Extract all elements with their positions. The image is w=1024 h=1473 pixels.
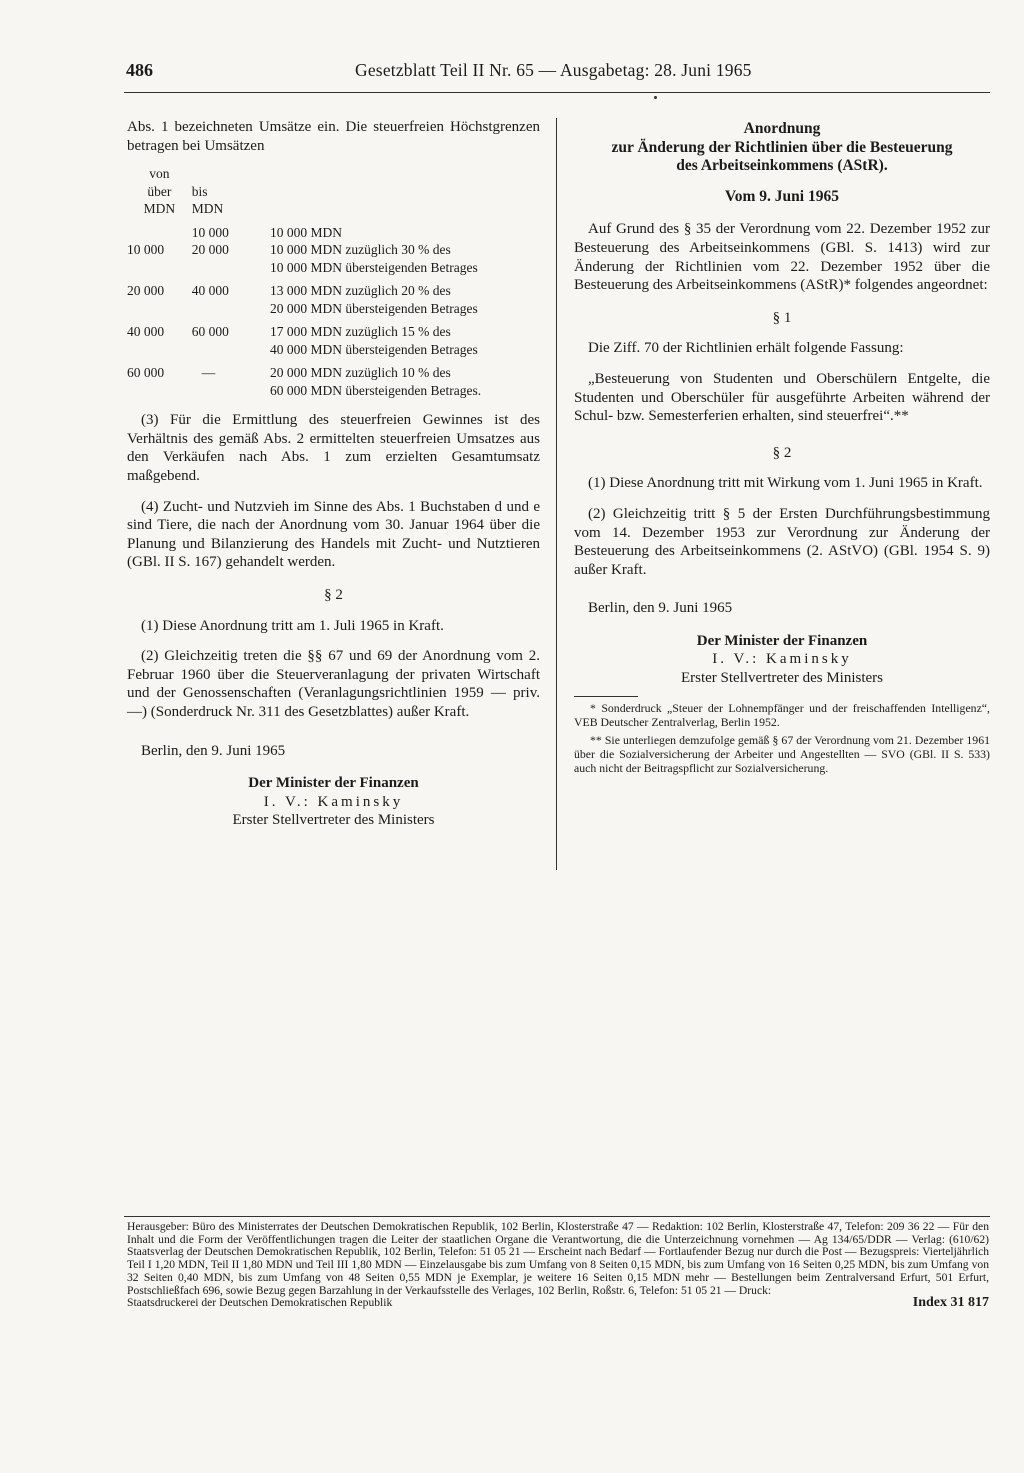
signer-title: Der Minister der Finanzen bbox=[248, 775, 419, 792]
signer-role: Erster Stellvertreter des Ministers bbox=[680, 670, 884, 687]
preamble: Auf Grund des § 35 der Verordnung vom 22. Dezember 1952 zur Besteuerung des Arbeitseinkommens (GBl. S. 1413) wird zur Änderung der Richtlinien vom 22. Dezember 1952 über die Besteuerung des Arbeitseinkommens (AStR)* folgendes angeordnet: bbox=[574, 221, 990, 294]
row-to: — bbox=[201, 365, 216, 381]
row-amount-line1: 10 000 MDN bbox=[270, 224, 343, 240]
row-amount-line1: 13 000 MDN zuzüglich 20 % des bbox=[270, 283, 451, 299]
section-2-paragraph-1: (1) Diese Anordnung tritt mit Wirkung vom 1. Juni 1965 in Kraft. bbox=[588, 475, 983, 492]
footnote-rule bbox=[574, 696, 638, 697]
imprint bbox=[127, 1221, 989, 1310]
signer-role: Erster Stellvertreter des Ministers bbox=[232, 812, 435, 829]
table-row bbox=[127, 241, 540, 276]
row-to: 60 000 bbox=[191, 324, 229, 340]
column-divider bbox=[556, 118, 557, 870]
header-to: bis MDN bbox=[191, 183, 224, 217]
header-rule bbox=[124, 92, 990, 93]
row-amount-line1: 10 000 MDN zuzüglich 30 % des bbox=[270, 242, 451, 258]
table-row bbox=[127, 224, 540, 242]
place-date: Berlin, den 9. Juni 1965 bbox=[141, 742, 286, 759]
row-amount bbox=[270, 317, 540, 358]
section-2-paragraph-2: (2) Gleichzeitig tritt § 5 der Ersten Durchführungsbestimmung vom 14. Dezember 1953 zur Verordnung zur Änderung der Besteuerung des Arbeitseinkommens (2. AStVO) (GBl. 1954 S. 9) außer Kraft. bbox=[574, 505, 990, 578]
row-from: 20 000 bbox=[127, 283, 165, 299]
title-line-3: des Arbeitseinkommens (AStR). bbox=[676, 157, 888, 175]
section-2-paragraph-2: (2) Gleichzeitig treten die §§ 67 und 69 der Anordnung vom 2. Februar 1960 über die Steuerveranlagung der privaten Wirtschaft und der Genossenschaften (Veranlagungsrichtlinien 1959 — priv. —) (Sonderdruck Nr. 311 des Gesetzblattes) außer Kraft. bbox=[127, 648, 540, 720]
row-to: 10 000 bbox=[191, 224, 229, 240]
paragraph-3: (3) Für die Ermittlung des steuerfreien Gewinnes ist des Verhältnis des gemäß Abs. 2 ermittelten steuerfreien Umsatzes aus den Verkäufen nach Abs. 1 zum erzielten Gesamtumsatz maßgebend. bbox=[127, 412, 540, 484]
row-amount-line2: 10 000 MDN übersteigenden Betrages bbox=[270, 259, 478, 275]
row-amount-line2: 60 000 MDN übersteigenden Betrages. bbox=[270, 382, 482, 398]
row-amount-line1: 20 000 MDN zuzüglich 10 % des bbox=[270, 365, 451, 381]
imprint-rule bbox=[124, 1216, 990, 1217]
title-line-1: Anordnung bbox=[743, 120, 821, 137]
row-from: 10 000 bbox=[127, 242, 165, 258]
row-from bbox=[127, 224, 192, 242]
row-amount bbox=[270, 276, 540, 317]
section-heading: § 2 bbox=[772, 444, 792, 461]
footnotes bbox=[574, 701, 990, 775]
running-head: Gesetzblatt Teil II Nr. 65 — Ausgabetag: 28. Juni 1965 bbox=[355, 60, 752, 80]
left-column bbox=[127, 118, 540, 830]
page-number: 486 bbox=[126, 60, 153, 80]
intro-paragraph: Abs. 1 bezeichneten Umsätze ein. Die steuerfreien Höchstgrenzen betragen bei Umsätzen bbox=[127, 119, 540, 154]
table-row bbox=[127, 317, 540, 358]
row-amount-line2: 40 000 MDN übersteigenden Betrages bbox=[270, 341, 478, 357]
row-amount bbox=[270, 358, 540, 399]
dot-mark bbox=[654, 96, 657, 99]
row-from: 60 000 bbox=[127, 365, 165, 381]
imprint-bottom-line bbox=[127, 1297, 989, 1310]
row-from: 40 000 bbox=[127, 324, 165, 340]
right-column bbox=[574, 120, 990, 779]
section-1-quote: „Besteuerung von Studenten und Oberschülern Entgelte, die Studenten und Oberschüler für ausgeführte Arbeiten während der Schul- bzw. Semesterferien erhalten, sind steuerfrei“.** bbox=[574, 370, 990, 425]
section-heading: § 2 bbox=[324, 586, 343, 603]
header-from: von über MDN bbox=[143, 166, 176, 217]
signer-name: I. V.: Kaminsky bbox=[712, 651, 852, 668]
row-amount-line2: 20 000 MDN übersteigenden Betrages bbox=[270, 300, 478, 316]
ordinance-title bbox=[574, 120, 990, 176]
footnote: ** Sie unterliegen demzufolge gemäß § 67 der Verordnung vom 21. Dezember 1961 über die Sozialversicherung der Arbeiter und Angestellten — SVO (GBl. II S. 533) auch nicht der Beitragspflicht zur Sozialversicherung. bbox=[574, 732, 990, 775]
row-to: 40 000 bbox=[191, 283, 229, 299]
tax-threshold-table bbox=[127, 165, 540, 399]
footnote: * Sonderdruck „Steuer der Lohnempfänger und der freischaffenden Intelligenz“, VEB Deutscher Zentralverlag, Berlin 1952. bbox=[574, 700, 990, 729]
row-to: 20 000 bbox=[191, 242, 229, 258]
place-date: Berlin, den 9. Juni 1965 bbox=[588, 600, 733, 617]
imprint-text: Herausgeber: Büro des Ministerrates der Deutschen Demokratischen Republik, 102 Berlin, Klosterstraße 47 — Redaktion: 102 Berlin, Klosterstraße 47, Telefon: 209 36 22 — Für den Inhalt und die Form der Veröffentlichungen tragen die Leiter der staatlichen Organe die Verantwortung, die die Unterzeichnung vornehmen — Ag 134/65/DDR — Verlag: (610/62) Staatsverlag der Deutschen Demokratischen Republik, 102 Berlin, Telefon: 51 05 21 — Erscheint nach Bedarf — Fortlaufender Bezug nur durch die Post — Bezugspreis: Vierteljährlich Teil I 1,20 MDN, Teil II 1,80 MDN und Teil III 1,80 MDN — Einzelausgabe bis zum Umfang von 8 Seiten 0,15 MDN, bis zum Umfang von 16 Seiten 0,25 MDN, bis zum Umfang von 32 Seiten 0,40 MDN, bis zum Umfang von 48 Seiten 0,55 MDN je Exemplar, je weitere 16 Seiten 0,15 MDN mehr — Bestellungen beim Zentralversand Erfurt, 501 Erfurt, Postschließfach 696, sowie Bezug gegen Barzahlung in der Verkaufsstelle des Verlages, 102 Berlin, Roßstr. 6, Telefon: 51 05 21 — Druck: bbox=[127, 1220, 989, 1297]
signer-name: I. V.: Kaminsky bbox=[263, 793, 404, 810]
row-amount bbox=[270, 241, 540, 276]
title-line-2: zur Änderung der Richtlinien über die Besteuerung bbox=[611, 138, 953, 156]
paragraph-4: (4) Zucht- und Nutzvieh im Sinne des Abs. 1 Buchstaben d und e sind Tiere, die nach der Anordnung vom 30. Januar 1964 über die Planung und Bilanzierung des Handels mit Zucht- und Nutztieren (GBl. II S. 167) gehandelt werden. bbox=[127, 498, 540, 571]
table-row bbox=[127, 276, 540, 317]
section-1-intro: Die Ziff. 70 der Richtlinien erhält folgende Fassung: bbox=[588, 340, 904, 357]
printer-line: Staatsdruckerei der Deutschen Demokratischen Republik bbox=[127, 1296, 393, 1310]
table-row bbox=[127, 358, 540, 399]
signer-title: Der Minister der Finanzen bbox=[696, 632, 868, 649]
row-amount bbox=[270, 224, 540, 242]
section-heading: § 1 bbox=[772, 309, 792, 326]
section-2-paragraph-1: (1) Diese Anordnung tritt am 1. Juli 1965 in Kraft. bbox=[141, 617, 444, 634]
table-header-row bbox=[127, 165, 540, 224]
index-number: Index 31 817 bbox=[912, 1295, 989, 1311]
row-amount-line1: 17 000 MDN zuzüglich 15 % des bbox=[270, 324, 451, 340]
ordinance-date: Vom 9. Juni 1965 bbox=[725, 187, 839, 205]
